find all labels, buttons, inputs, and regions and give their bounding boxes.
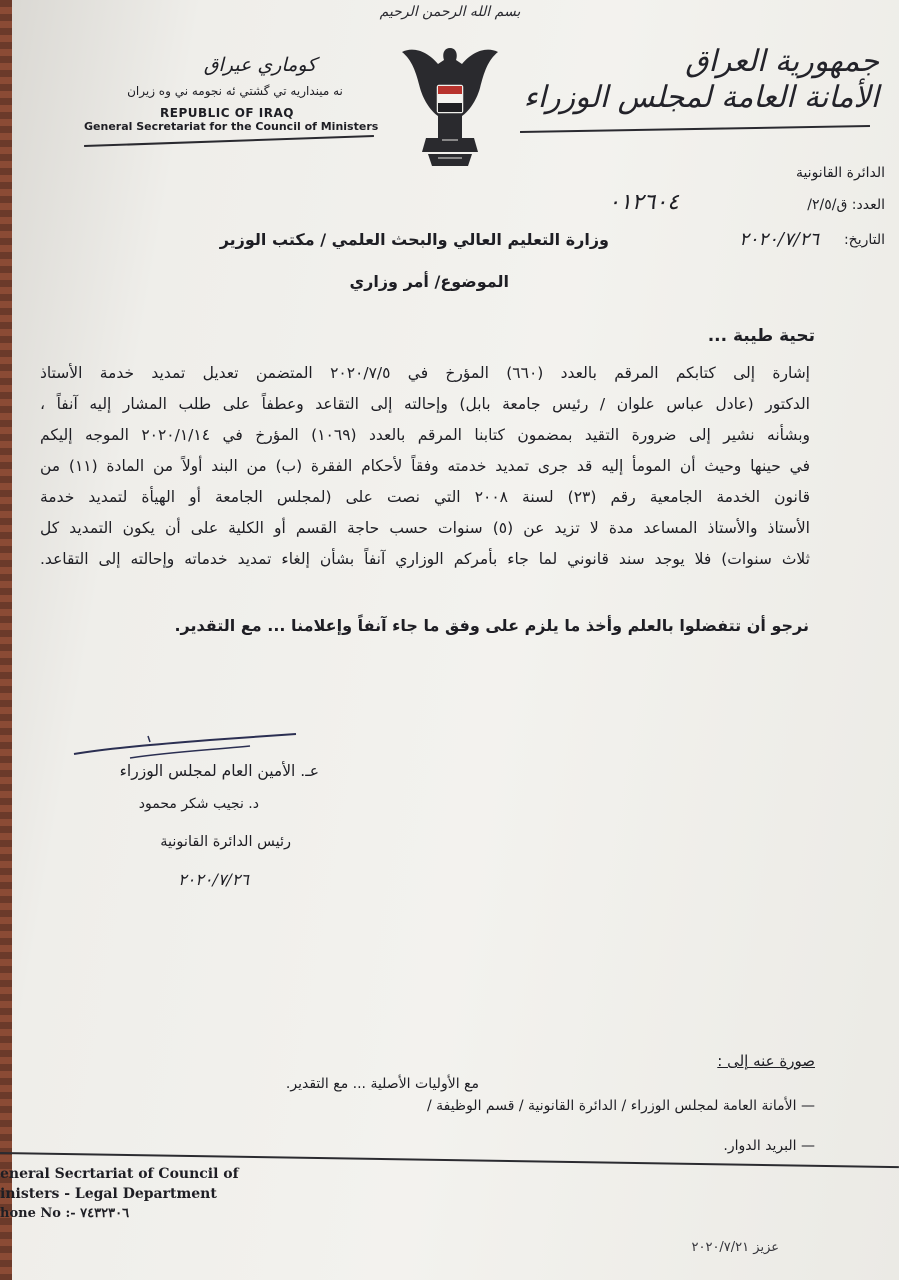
body-line: الدكتور (عادل عباس علوان / رئيس جامعة بابل) وإحالته إلى التقاعد وعطفاً على طلب المشار إليه آنفاً ، [40, 395, 810, 413]
body-line: الأستاذ والأستاذ المساعد مدة لا تزيد عن (٥) سنوات حسب حاجة القسم أو الكلية على أن يكون التمديد كل [40, 519, 810, 537]
reference-number-value: ٠١٢٦٠٤ [608, 190, 679, 215]
header-rule-right [520, 125, 870, 133]
cc-item: — الأمانة العامة لمجلس الوزراء / الدائرة القانونية / قسم الوظيفة / [426, 1098, 815, 1114]
arabic-secretariat-title: الأمانة العامة لمجلس الوزراء [523, 80, 879, 115]
body-line: وبشأنه نشير إلى ضرورة التقيد بمضمون كتابنا المرقم بالعدد (١٠٦٩) المؤرخ في ٢٠٢٠/١/١٤ الموجه إليكم [40, 426, 810, 444]
cc-note: مع الأوليات الأصلية ... مع التقدير. [285, 1076, 479, 1092]
english-republic-title: REPUBLIC OF IRAQ [160, 106, 294, 120]
body-line: إشارة إلى كتابكم المرقم بالعدد (٦٦٠) المؤرخ في ٢٠٢٠/٧/٥ المتضمن تعديل تمديد خدمة الأستاذ [40, 364, 810, 382]
signatory-title: رئيس الدائرة القانونية [160, 834, 291, 850]
typist-initials: عزيز ٢٠٢٠/٧/٢١ [691, 1240, 779, 1255]
department-label: الدائرة القانونية [795, 165, 885, 181]
cc-item: — البريد الدوار. [723, 1138, 815, 1154]
footer-phone: hone No :- ٧٤٣٢٣٠٦ [0, 1206, 130, 1221]
subject-line: الموضوع/ أمر وزاري [349, 272, 509, 291]
kurdish-republic-title: كوماري عيراق [203, 54, 317, 76]
closing-line: نرجو أن تتفضلوا بالعلم وأخذ ما يلزم على وفق ما جاء آنفاً وإعلامنا ... مع التقدير. [174, 616, 809, 635]
signature-date: ٢٠٢٠/٧/٢٦ [178, 870, 249, 889]
basmala: بسم الله الرحمن الرحيم [379, 4, 521, 20]
cc-title: صورة عنه إلى : [717, 1052, 815, 1070]
kurdish-secretariat-title: نه مينداريه تي گشتي ئه نجومه ني وه زيران [127, 84, 343, 98]
signatory-on-behalf: عـ. الأمين العام لمجلس الوزراء [119, 762, 319, 780]
body-line: في حينها وحيث أن المومأ إليه قد جرى تمديد خدمته وفقاً لأحكام الفقرة (ب) من البند أولاً من المادة (١١) من [40, 457, 810, 475]
body-line: قانون الخدمة الجامعية رقم (٢٣) لسنة ٢٠٠٨ التي نصت على (لمجلس الجامعة أو الهيأة لتمديد خدمة [40, 488, 810, 506]
english-secretariat-title: General Secretariat for the Council of Ministers [84, 120, 379, 133]
background-edge [0, 0, 12, 1280]
eagle-emblem-icon [398, 42, 502, 172]
reference-number-label: العدد: ق/٢/٥/ [807, 197, 885, 213]
signatory-name: د. نجيب شكر محمود [138, 796, 259, 812]
footer-line-2: inisters - Legal Department [0, 1186, 217, 1202]
greeting: تحية طيبة ... [707, 326, 815, 346]
footer-line-1: eneral Secrtariat of Council of [0, 1166, 239, 1182]
addressee: وزارة التعليم العالي والبحث العلمي / مكتب الوزير [219, 230, 609, 249]
body-line: ثلاث سنوات) فلا يوجد سند قانوني لما جاء بأمركم الوزاري آنفاً بشأن إلغاء تمديد خدماته وإحالته إلى التقاعد. [40, 550, 810, 568]
date-label: التاريخ: [843, 232, 885, 248]
arabic-republic-title: جمهورية العراق [685, 44, 879, 79]
header-rule-left [84, 135, 374, 147]
date-value: ٢٠٢٠/٧/٢٦ [739, 229, 819, 250]
body-paragraph [40, 358, 810, 575]
